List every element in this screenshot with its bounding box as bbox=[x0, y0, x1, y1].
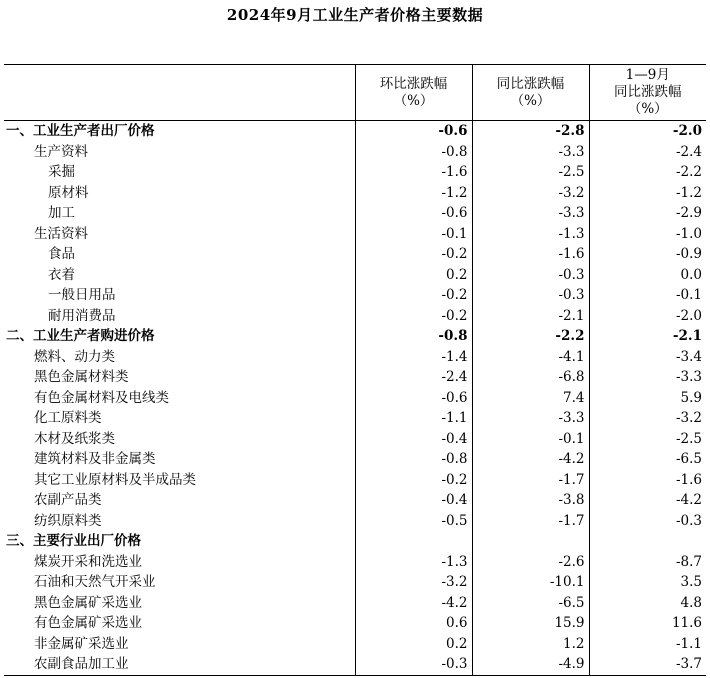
row-label: 农副食品加工业 bbox=[4, 654, 355, 675]
yoy-value: -1.3 bbox=[472, 224, 589, 245]
ytd-yoy-value: -2.0 bbox=[589, 121, 706, 142]
ytd-yoy-value: -0.1 bbox=[589, 285, 706, 306]
section-heading: 二、工业生产者购进价格 bbox=[6, 328, 155, 345]
table-row bbox=[4, 531, 706, 552]
mom-value: -0.5 bbox=[355, 511, 472, 532]
header-line: 1—9月 bbox=[625, 67, 670, 83]
ytd-yoy-value: -1.0 bbox=[589, 224, 706, 245]
header-line: 同比涨跌幅 bbox=[496, 75, 565, 92]
yoy-value: -3.2 bbox=[472, 183, 589, 204]
ytd-yoy-value: -2.2 bbox=[589, 162, 706, 183]
mom-value: -1.6 bbox=[355, 162, 472, 183]
table-row bbox=[4, 429, 706, 450]
header-unit: （%） bbox=[627, 101, 668, 117]
mom-value: 0.2 bbox=[355, 265, 472, 286]
table-header bbox=[4, 65, 706, 121]
table-row bbox=[4, 162, 706, 183]
row-label: 一般日用品 bbox=[48, 287, 116, 304]
row-label: 原材料 bbox=[48, 184, 89, 201]
mom-value: -2.4 bbox=[355, 367, 472, 388]
row-label: 化工原料类 bbox=[34, 410, 102, 427]
header-unit: （%） bbox=[510, 92, 551, 109]
header-yoy-change bbox=[472, 65, 589, 121]
yoy-value: -3.3 bbox=[472, 142, 589, 163]
yoy-value: -3.3 bbox=[472, 408, 589, 429]
row-label: 衣着 bbox=[48, 266, 75, 283]
yoy-value: -1.7 bbox=[472, 511, 589, 532]
table-row bbox=[4, 265, 706, 286]
table-row bbox=[4, 408, 706, 429]
table-row bbox=[4, 654, 706, 675]
row-label: 生产资料 bbox=[34, 143, 88, 160]
row-label: 采掘 bbox=[48, 164, 75, 181]
row-label: 生活资料 bbox=[34, 225, 88, 242]
yoy-value: -4.1 bbox=[472, 347, 589, 368]
header-blank bbox=[4, 65, 355, 121]
yoy-value: -3.8 bbox=[472, 490, 589, 511]
mom-value: -0.8 bbox=[355, 326, 472, 347]
mom-value: -0.8 bbox=[355, 449, 472, 470]
yoy-value: -2.1 bbox=[472, 306, 589, 327]
ytd-yoy-value: -1.6 bbox=[589, 470, 706, 491]
ytd-yoy-value: -2.9 bbox=[589, 203, 706, 224]
row-label: 黑色金属材料类 bbox=[34, 369, 129, 386]
ytd-yoy-value: 0.0 bbox=[589, 265, 706, 286]
yoy-value: -6.5 bbox=[472, 593, 589, 614]
mom-value: -3.2 bbox=[355, 572, 472, 593]
table-row bbox=[4, 511, 706, 532]
yoy-value: -4.2 bbox=[472, 449, 589, 470]
ytd-yoy-value: -3.2 bbox=[589, 408, 706, 429]
ytd-yoy-value: -2.4 bbox=[589, 142, 706, 163]
row-label: 石油和天然气开采业 bbox=[34, 574, 156, 591]
mom-value: -4.2 bbox=[355, 593, 472, 614]
table-row bbox=[4, 203, 706, 224]
table-row bbox=[4, 326, 706, 347]
ytd-yoy-value: -6.5 bbox=[589, 449, 706, 470]
ytd-yoy-value: 4.8 bbox=[589, 593, 706, 614]
ytd-yoy-value: -1.1 bbox=[589, 634, 706, 655]
table-row bbox=[4, 552, 706, 573]
table-row bbox=[4, 142, 706, 163]
ytd-yoy-value: -2.5 bbox=[589, 429, 706, 450]
row-label: 纺织原料类 bbox=[34, 512, 102, 529]
ytd-yoy-value: -2.1 bbox=[589, 326, 706, 347]
header-line: 同比涨跌幅 bbox=[614, 84, 682, 100]
ytd-yoy-value: -1.2 bbox=[589, 183, 706, 204]
ytd-yoy-value: 5.9 bbox=[589, 388, 706, 409]
table-row bbox=[4, 449, 706, 470]
table-row bbox=[4, 306, 706, 327]
yoy-value: -1.6 bbox=[472, 244, 589, 265]
yoy-value: -0.1 bbox=[472, 429, 589, 450]
row-label: 农副产品类 bbox=[34, 492, 102, 509]
yoy-value: 7.4 bbox=[472, 388, 589, 409]
mom-value: -0.6 bbox=[355, 121, 472, 142]
mom-value: -1.2 bbox=[355, 183, 472, 204]
table-row bbox=[4, 347, 706, 368]
yoy-value: -6.8 bbox=[472, 367, 589, 388]
mom-value: -0.6 bbox=[355, 203, 472, 224]
header-unit: （%） bbox=[393, 92, 434, 109]
yoy-value: 1.2 bbox=[472, 634, 589, 655]
mom-value: -0.2 bbox=[355, 306, 472, 327]
section-heading: 三、主要行业出厂价格 bbox=[6, 533, 141, 550]
yoy-value: -2.8 bbox=[472, 121, 589, 142]
table-row bbox=[4, 388, 706, 409]
mom-value: -1.3 bbox=[355, 552, 472, 573]
ytd-yoy-value: 11.6 bbox=[589, 613, 706, 634]
table-row bbox=[4, 572, 706, 593]
header-ytd-yoy-change bbox=[589, 65, 706, 121]
mom-value: -1.1 bbox=[355, 408, 472, 429]
ytd-yoy-value: -3.3 bbox=[589, 367, 706, 388]
ytd-yoy-value bbox=[589, 531, 706, 552]
mom-value: -0.2 bbox=[355, 470, 472, 491]
ytd-yoy-value: -3.4 bbox=[589, 347, 706, 368]
mom-value: -0.3 bbox=[355, 654, 472, 675]
yoy-value: -2.5 bbox=[472, 162, 589, 183]
table-row bbox=[4, 593, 706, 614]
mom-value: -0.2 bbox=[355, 244, 472, 265]
mom-value: -0.4 bbox=[355, 490, 472, 511]
mom-value: -0.4 bbox=[355, 429, 472, 450]
yoy-value: -0.3 bbox=[472, 285, 589, 306]
row-label: 燃料、动力类 bbox=[34, 348, 115, 365]
mom-value: -0.8 bbox=[355, 142, 472, 163]
mom-value: 0.6 bbox=[355, 613, 472, 634]
table-row bbox=[4, 613, 706, 634]
row-label: 黑色金属矿采选业 bbox=[34, 594, 142, 611]
row-label: 有色金属材料及电线类 bbox=[34, 389, 169, 406]
yoy-value: 15.9 bbox=[472, 613, 589, 634]
table-row bbox=[4, 244, 706, 265]
table-body bbox=[4, 121, 706, 676]
mom-value bbox=[355, 531, 472, 552]
row-label: 有色金属矿采选业 bbox=[34, 615, 142, 632]
row-label: 其它工业原材料及半成品类 bbox=[34, 471, 196, 488]
table-row bbox=[4, 285, 706, 306]
yoy-value bbox=[472, 531, 589, 552]
ytd-yoy-value: -0.3 bbox=[589, 511, 706, 532]
row-label: 耐用消费品 bbox=[48, 307, 116, 324]
mom-value: -0.1 bbox=[355, 224, 472, 245]
section-heading: 一、工业生产者出厂价格 bbox=[6, 123, 155, 140]
yoy-value: -1.7 bbox=[472, 470, 589, 491]
yoy-value: -3.3 bbox=[472, 203, 589, 224]
mom-value: -0.2 bbox=[355, 285, 472, 306]
row-label: 建筑材料及非金属类 bbox=[34, 451, 156, 468]
row-label: 非金属矿采选业 bbox=[34, 635, 129, 652]
row-label: 煤炭开采和洗选业 bbox=[34, 553, 142, 570]
row-label: 加工 bbox=[48, 205, 75, 222]
table-row bbox=[4, 367, 706, 388]
yoy-value: -10.1 bbox=[472, 572, 589, 593]
row-label: 木材及纸浆类 bbox=[34, 430, 115, 447]
ytd-yoy-value: 3.5 bbox=[589, 572, 706, 593]
mom-value: -0.6 bbox=[355, 388, 472, 409]
yoy-value: -2.6 bbox=[472, 552, 589, 573]
mom-value: -1.4 bbox=[355, 347, 472, 368]
yoy-value: -2.2 bbox=[472, 326, 589, 347]
ytd-yoy-value: -0.9 bbox=[589, 244, 706, 265]
ytd-yoy-value: -4.2 bbox=[589, 490, 706, 511]
ytd-yoy-value: -3.7 bbox=[589, 654, 706, 675]
mom-value: 0.2 bbox=[355, 634, 472, 655]
yoy-value: -4.9 bbox=[472, 654, 589, 675]
ytd-yoy-value: -8.7 bbox=[589, 552, 706, 573]
header-line: 环比涨跌幅 bbox=[379, 75, 448, 92]
ytd-yoy-value: -2.0 bbox=[589, 306, 706, 327]
page-title: 2024年9月工业生产者价格主要数据 bbox=[226, 6, 484, 24]
table-row bbox=[4, 121, 706, 142]
table-row bbox=[4, 634, 706, 655]
price-data-table bbox=[4, 64, 706, 676]
table-row bbox=[4, 470, 706, 491]
row-label: 食品 bbox=[48, 246, 75, 263]
header-mom-change bbox=[355, 65, 472, 121]
yoy-value: -0.3 bbox=[472, 265, 589, 286]
table-row bbox=[4, 224, 706, 245]
table-row bbox=[4, 183, 706, 204]
table-row bbox=[4, 490, 706, 511]
